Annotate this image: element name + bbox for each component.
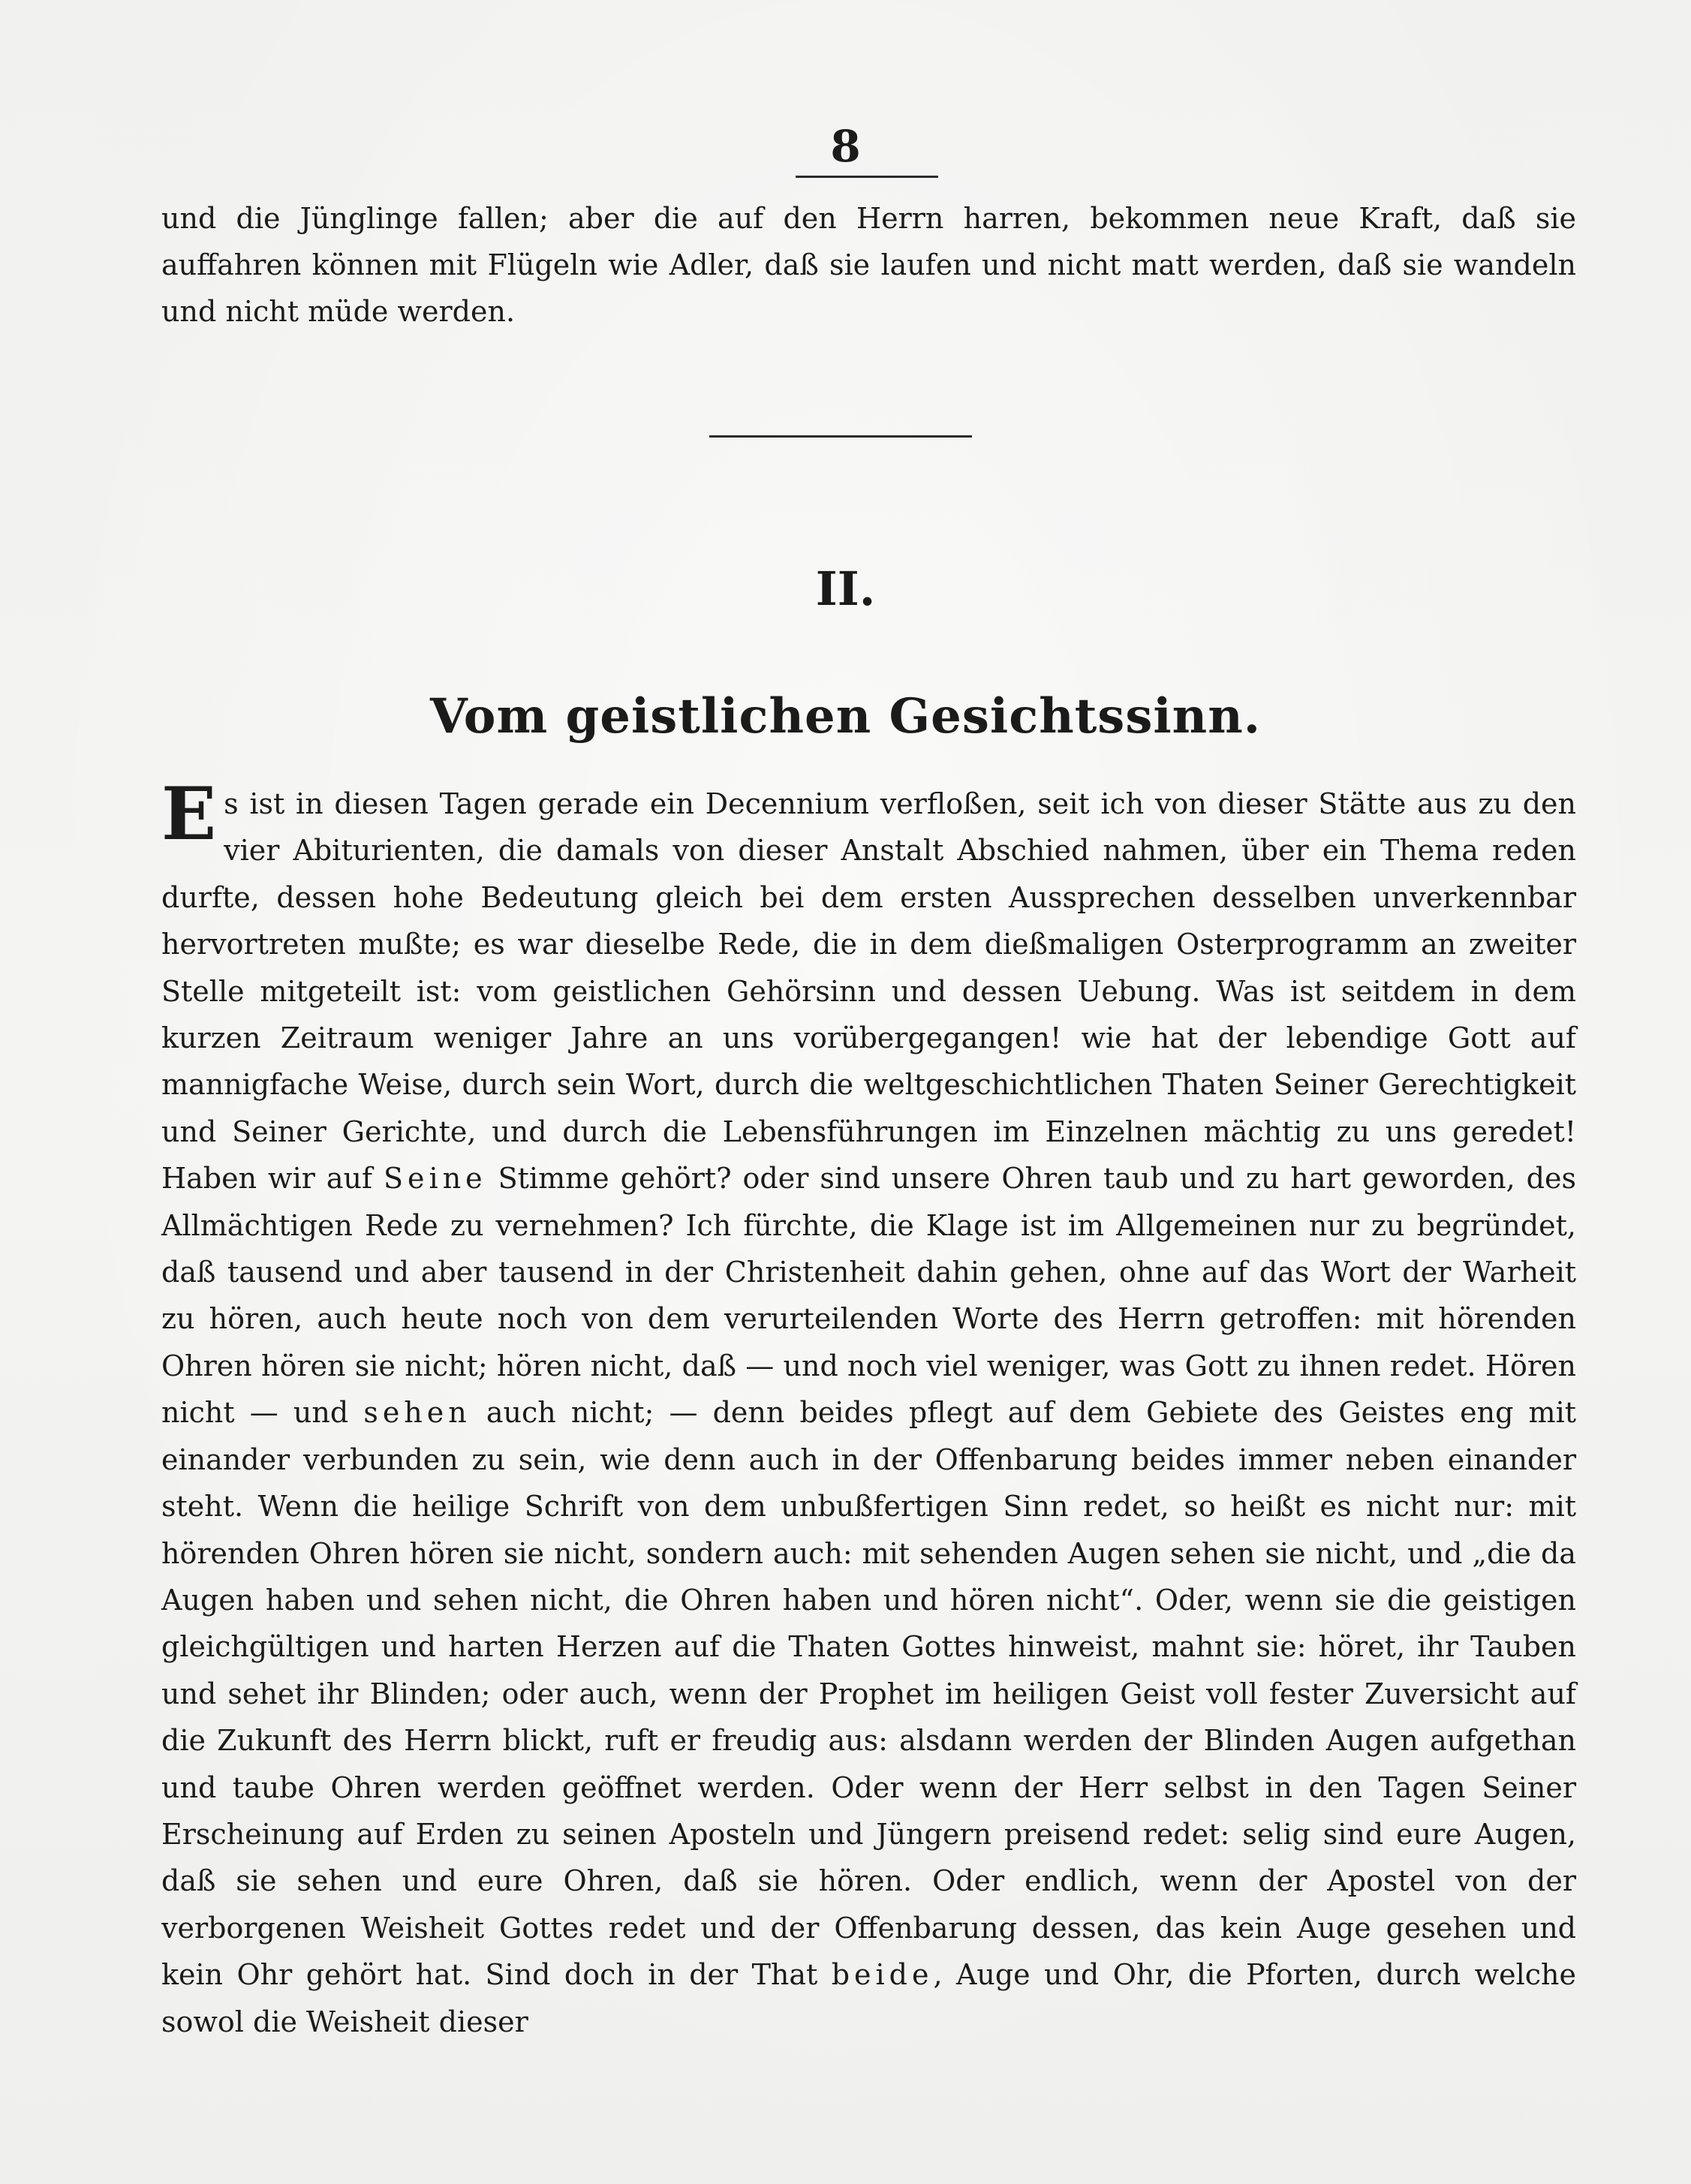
section-number: II. bbox=[815, 561, 876, 616]
emphasis-sehen: sehen bbox=[363, 1396, 471, 1430]
page-number: 8 bbox=[830, 121, 861, 172]
section-divider bbox=[709, 435, 972, 438]
body-text-part-3: auch nicht; — denn beides pflegt auf dem Gebiete des Geistes eng mit einander verbunden zu sein, wie denn auch in der Offenbarung beides immer neben einander steht. Wenn die heilige Schrift von dem unbußfertigen Sinn redet, so heißt es nicht nur: mit hörenden Ohren hören sie nicht, sondern auch: mit sehenden Augen sehen sie nicht, und „die da Augen haben und sehen nicht, die Ohren haben und hören nicht“. Oder, wenn sie die geistigen gleichgültigen und harten Herzen auf die Thaten Gottes hinweist, mahnt sie: höret, ihr Tauben und sehet ihr Blinden; oder auch, wenn der Prophet im heiligen Geist voll fester Zuversicht auf die Zukunft des Herrn blickt, ruft er freudig aus: alsdann werden der Blinden Augen aufgethan und taube Ohren werden geöffnet werden. Oder wenn der Herr selbst in den Tagen Seiner Erscheinung auf Erden zu seinen Aposteln und Jüngern preisend redet: selig sind eure Augen, daß sie sehen und eure Ohren, daß sie hören. Oder endlich, wenn der Apostel von der verborgenen Weisheit Gottes redet und der Offenbarung dessen, das kein Auge gesehen und kein Ohr gehört hat. Sind doch in der That bbox=[161, 1396, 1576, 1992]
continued-paragraph: und die Jünglinge fallen; aber die auf den Herrn harren, bekommen neue Kraft, daß sie auffahren können mit Flügeln wie Adler, daß sie laufen und nicht matt werden, daß sie wandeln und nicht müde werden. bbox=[161, 202, 1576, 328]
section-title: Vom geistlichen Gesichtssinn. bbox=[430, 688, 1261, 745]
emphasis-seine: Seine bbox=[384, 1162, 487, 1196]
body-text-part-1: s ist in diesen Tagen gerade ein Decennium verfloßen, seit ich von dieser Stätte aus zu den vier Abiturienten, die damals von dieser Anstalt Abschied nahmen, über ein Thema reden durfte, dessen hohe Bedeutung gleich bei dem ersten Aussprechen desselben unverkennbar hervortreten mußte; es war dieselbe Rede, die in dem dießmaligen Osterprogramm an zweiter Stelle mitgeteilt ist: vom geistlichen Gehörsinn und dessen Uebung. Was ist seitdem in dem kurzen Zeitraum weniger Jahre an uns vorübergegangen! wie hat der lebendige Gott auf mannigfache Weise, durch sein Wort, durch die weltgeschichtlichen Thaten Seiner Gerechtigkeit und Seiner Gerichte, und durch die Lebensführungen im Einzelnen mächtig zu uns geredet! Haben wir auf bbox=[161, 787, 1576, 1196]
body-text-part-4: , Auge und Ohr, die Pforten, durch welche sowol die Weisheit dieser bbox=[161, 1958, 1576, 2038]
body-text-part-2: Stimme gehört? oder sind unsere Ohren taub und zu hart geworden, des Allmächtigen Rede zu vernehmen? Ich fürchte, die Klage ist im Allgemeinen nur zu begründet, daß tausend und aber tausend in der Christenheit dahin gehen, ohne auf das Wort der Warheit zu hören, auch heute noch von dem verurteilenden Worte des Herrn getroffen: mit hörenden Ohren hören sie nicht; hören nicht, daß — und noch viel weniger, was Gott zu ihnen redet. Hören nicht — und bbox=[161, 1162, 1576, 1430]
page-number-rule bbox=[796, 176, 938, 178]
drop-cap: E bbox=[161, 772, 217, 856]
body-paragraph bbox=[161, 772, 1576, 2045]
emphasis-beide: beide bbox=[831, 1958, 934, 1992]
